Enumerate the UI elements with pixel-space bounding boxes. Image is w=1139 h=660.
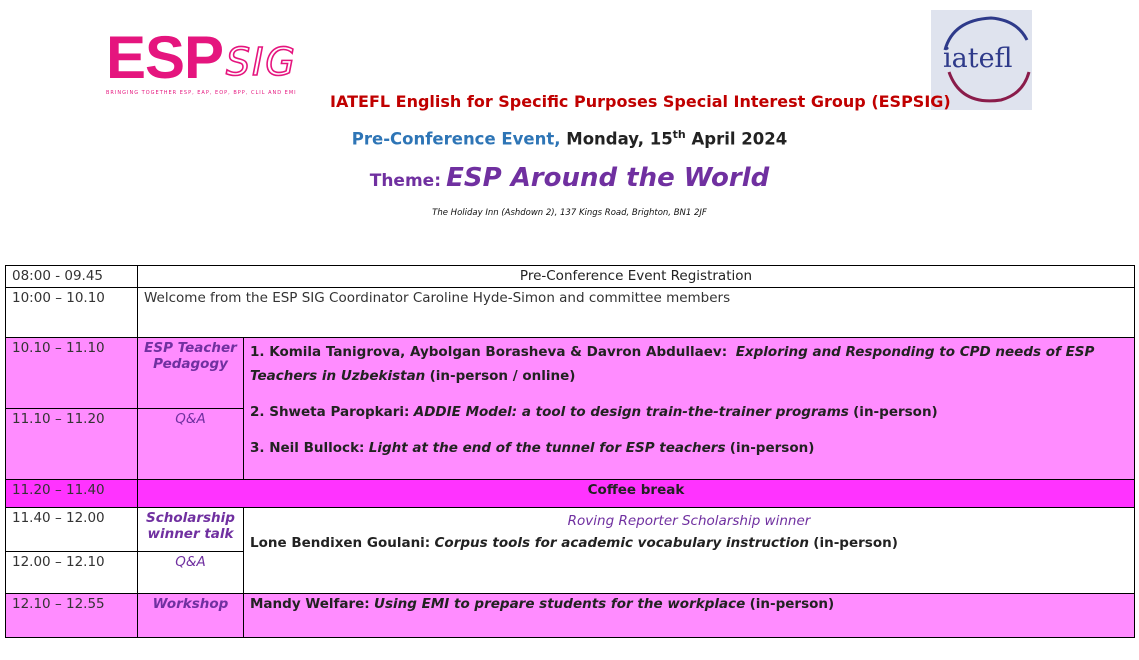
talk-speaker: Lone Bendixen Goulani: [250,535,431,551]
event-label: Pre-Conference Event, [351,129,561,149]
date-sup: th [672,128,686,141]
talk-mode: (in-person) [813,535,898,551]
time-cell: 10:00 – 10.10 [6,288,138,338]
espsig-logo-sig: SIG [226,40,297,84]
category-cell: ESP Teacher Pedagogy [138,338,244,409]
date-suffix: April 2024 [691,129,788,149]
time-cell: 08:00 - 09.45 [6,266,138,288]
time-cell: 11.40 – 12.00 [6,508,138,552]
time-cell: 12.00 – 12.10 [6,552,138,594]
espsig-logo [106,26,318,104]
talk-speaker: Mandy Welfare: [250,596,370,612]
table-row [6,288,1135,338]
category-cell: Q&A [138,552,244,594]
talk-item [250,400,1128,424]
table-row [6,508,1135,552]
time-cell: 12.10 – 12.55 [6,594,138,638]
category-cell: Scholarship winner talk [138,508,244,552]
talk-title: ADDIE Model: a tool to design train-the-trainer programs [413,404,849,420]
time-cell: 11.10 – 11.20 [6,409,138,480]
welcome-cell: Welcome from the ESP SIG Coordinator Caroline Hyde-Simon and committee members [138,288,1135,338]
time-cell: 10.10 – 11.10 [6,338,138,409]
category-cell: Workshop [138,594,244,638]
table-row [6,338,1135,409]
talk-mode: (in-person / online) [429,368,576,384]
venue: The Holiday Inn (Ashdown 2), 137 Kings Road, Brighton, BN1 2JF [432,208,707,218]
table-row [6,594,1135,638]
workshop-cell [244,594,1135,638]
talk-item [250,340,1128,388]
table-row [6,480,1135,508]
theme-title: ESP Around the World [446,163,770,193]
coffee-break-cell: Coffee break [138,480,1135,508]
schedule-table [5,265,1135,638]
talk-speaker: 1. Komila Tanigrova, Aybolgan Borasheva & Davron Abdullaev: [250,344,728,360]
talk-mode: (in-person) [729,440,815,456]
talk-mode: (in-person) [749,596,835,612]
theme-line [0,163,1139,193]
talk-title: Using EMI to prepare students for the workplace [374,596,746,612]
event-date-line [0,128,1139,149]
talk-mode: (in-person) [853,404,938,420]
iatefl-logo-text: iatefl [943,43,1013,74]
talks-cell [244,338,1135,480]
talk-title: Exploring and Responding to CPD needs of ESP Teachers in Uzbekistan [250,344,1095,384]
talk-speaker: 3. Neil Bullock: [250,440,365,456]
espsig-logo-tagline: BRINGING TOGETHER ESP, EAP, EOP, BPP, CLIL AND EMI [106,90,297,96]
talk-title: Corpus tools for academic vocabulary instruction [434,535,809,551]
date-prefix: Monday, 15 [566,129,673,149]
talk-item [250,436,1128,460]
scholarship-cell [244,508,1135,594]
talk-speaker: 2. Shweta Paropkari: [250,404,410,420]
espsig-logo-esp: ESP [106,24,224,91]
org-title: IATEFL English for Specific Purposes Special Interest Group (ESPSIG) [330,92,951,111]
table-row [6,266,1135,288]
talk-title: Light at the end of the tunnel for ESP teachers [368,440,726,456]
registration-cell: Pre-Conference Event Registration [138,266,1135,288]
time-cell: 11.20 – 11.40 [6,480,138,508]
talk-item [250,532,1128,554]
theme-label: Theme: [369,171,441,191]
category-cell: Q&A [138,409,244,480]
scholarship-heading: Roving Reporter Scholarship winner [567,513,811,529]
